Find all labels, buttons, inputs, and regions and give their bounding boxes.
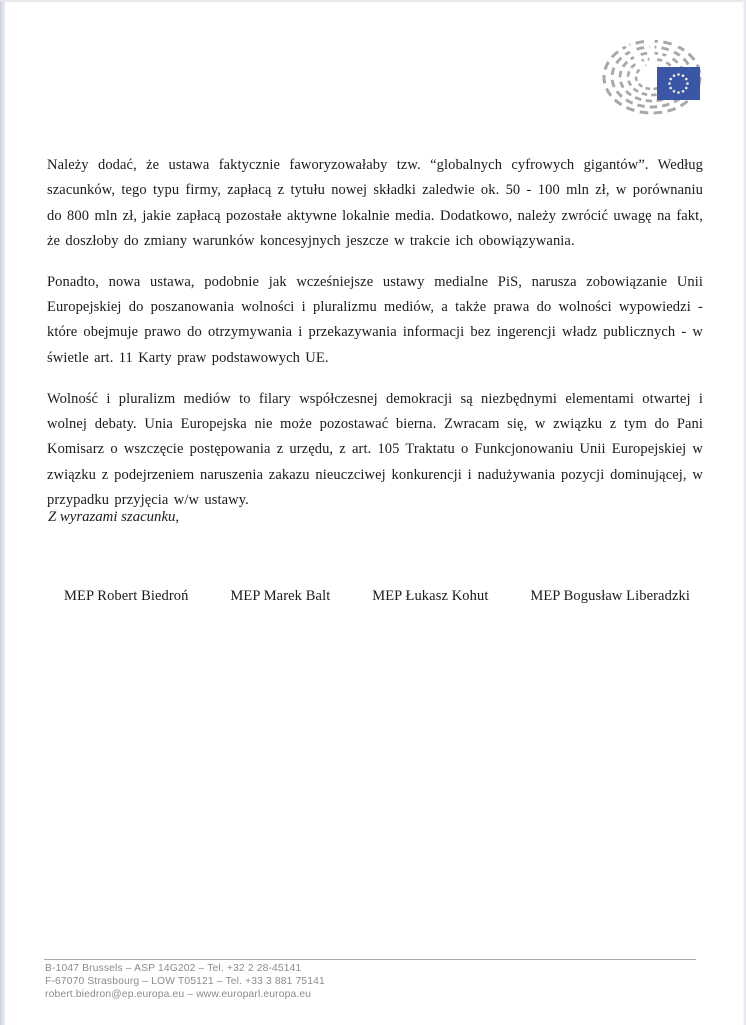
paragraph-1: Należy dodać, że ustawa faktycznie faworyzowałaby tzw. “globalnych cyfrowych gigantów”. Według szacunków, tego typu firmy, zapłacą z tytułu nowej składki zaledwie ok. 50 - 100 mln zł, w porównaniu do 800 mln zł, jakie zapłacą pozostałe aktywne lokalnie media. Dodatkowo, należy zwrócić uwagę na fakt, że doszłoby do zmiany warunków koncesyjnych jeszcze w trakcie ich obowiązywania. [47, 157, 703, 249]
letter-body [47, 153, 703, 529]
footer-address-strasbourg: F-67070 Strasbourg – LOW T05121 – Tel. +33 3 881 75141 [45, 975, 325, 987]
paragraph-2: Ponadto, nowa ustawa, podobnie jak wcześniejsze ustawy medialne PiS, narusza zobowiązanie Unii Europejskiej do poszanowania wolności i pluralizmu mediów, a także prawa do wolności wypowiedzi - które obejmuje prawo do otrzymywania i przekazywania informacji bez ingerencji władz publicznych - w świetle art. 11 Karty praw podstawowych UE. [47, 273, 703, 366]
letterhead-footer [44, 959, 696, 1002]
signatory-marek-balt: MEP Marek Balt [230, 588, 331, 604]
signatory-lukasz-kohut: MEP Łukasz Kohut [372, 588, 489, 604]
closing-salutation: Z wyrazami szacunku, [48, 509, 180, 525]
footer-address-brussels: B-1047 Brussels – ASP 14G202 – Tel. +32 2 28-45141 [45, 963, 302, 974]
signature-row [47, 586, 702, 606]
paragraph-3: Wolność i pluralizm mediów to filary współczesnej demokracji są niezbędnymi elementami otwartej i wolnej debaty. Unia Europejska nie może pozostawać bierna. Zwracam się, w związku z tym do Pani Komisarz o wszczęcie postępowania z urzędu, z art. 105 Traktatu o Funkcjonowaniu Unii Europejskiej w związku z podejrzeniem naruszenia zakazu nieuczciwej konkurencji i nadużywania pozycji dominującej, w przypadku przyjęcia w/w ustawy. [47, 390, 703, 508]
scan-edge-left [0, 0, 5, 1025]
signatory-robert-biedron: MEP Robert Biedroń [64, 588, 189, 604]
signatory-boguslaw-liberadzki: MEP Bogusław Liberadzki [530, 588, 690, 604]
european-parliament-logo-icon [602, 40, 706, 118]
footer-divider [44, 959, 696, 960]
footer-contact: robert.biedron@ep.europa.eu – www.europarl.europa.eu [45, 988, 312, 1000]
scan-edge-top [0, 0, 746, 2]
